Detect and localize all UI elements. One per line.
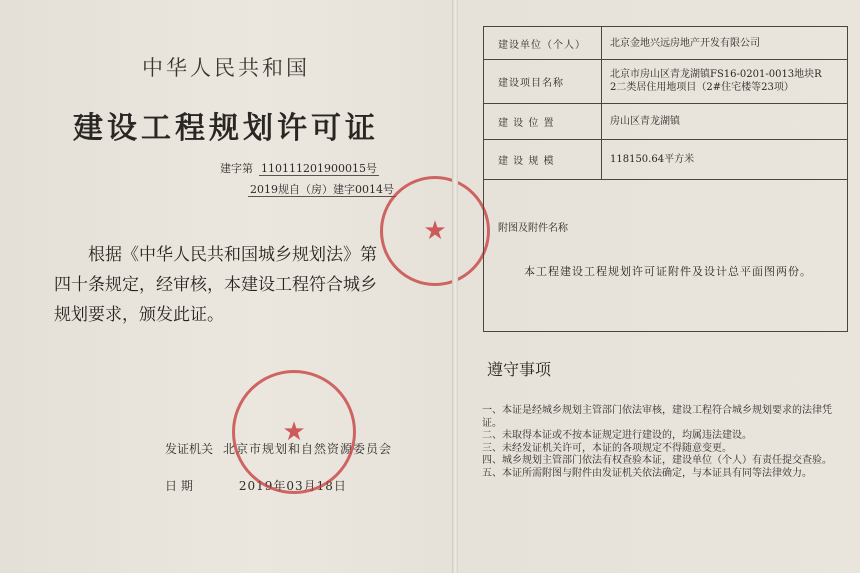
reference-number-value: 2019规自（房）建字0014号 [250, 183, 394, 196]
list-item: 一、本证是经城乡规划主管部门依法审核，建设工程符合城乡规划要求的法律凭证。 [482, 405, 832, 429]
certificate-number-value: 110111201900015号 [261, 162, 377, 175]
issuing-authority-value: 北京市规划和自然资源委员会 [223, 442, 393, 456]
certificate-number-label: 建字第 [220, 162, 253, 175]
row-value: 北京金地兴远房地产开发有限公司 [610, 37, 760, 49]
table-row [484, 27, 847, 60]
project-info-table [483, 26, 848, 332]
row-key: 建设单位（个人） [484, 27, 602, 59]
attachments-value: 本工程建设工程规划许可证附件及设计总平面图两份。 [524, 265, 812, 278]
attachments-label: 附图及附件名称 [498, 223, 568, 234]
certificate-body-text: 根据《中华人民共和国城乡规划法》第四十条规定，经审核，本建设工程符合城乡规划要求，颁发此证。 [54, 245, 377, 325]
row-key: 建设项目名称 [484, 59, 602, 103]
country-name: 中华人民共和国 [142, 56, 310, 80]
row-value: 118150.64平方米 [610, 153, 695, 165]
list-item: 四、城乡规划主管部门依法有权查验本证，建设单位（个人）有责任提交查验。 [482, 455, 832, 466]
certificate-number [220, 160, 379, 176]
table-row [484, 139, 847, 180]
seal-star-icon: ★ [423, 216, 447, 246]
list-item: 五、本证所需附图与附件由发证机关依法确定，与本证具有同等法律效力。 [482, 467, 812, 479]
official-seal-large [232, 370, 356, 494]
issuing-authority-label: 发证机关 [165, 442, 214, 456]
table-row [484, 103, 847, 140]
table-row [484, 59, 847, 104]
row-key: 建 设 位 置 [484, 103, 602, 139]
list-item: 二、未取得本证或不按本证规定进行建设的，均属违法建设。 [482, 430, 752, 441]
row-value: 北京市房山区青龙湖镇FS16-0201-0013地块R 2二类居住用地项目（2#住宅楼等23项） [610, 69, 822, 93]
notes-list [482, 405, 842, 480]
reference-number [248, 181, 396, 197]
notes-title: 遵守事项 [487, 360, 552, 379]
certificate-back-page [458, 0, 860, 573]
issue-date-value: 2019年03月18日 [238, 479, 347, 493]
row-key: 建 设 规 模 [484, 139, 602, 179]
issue-date-label: 日 期 [165, 479, 193, 493]
certificate-title: 建设工程规划许可证 [73, 111, 379, 146]
row-value: 房山区青龙湖镇 [610, 115, 680, 127]
list-item: 三、未经发证机关许可，本证的各项规定不得随意变更。 [482, 442, 732, 454]
seal-star-icon: ★ [282, 417, 306, 447]
